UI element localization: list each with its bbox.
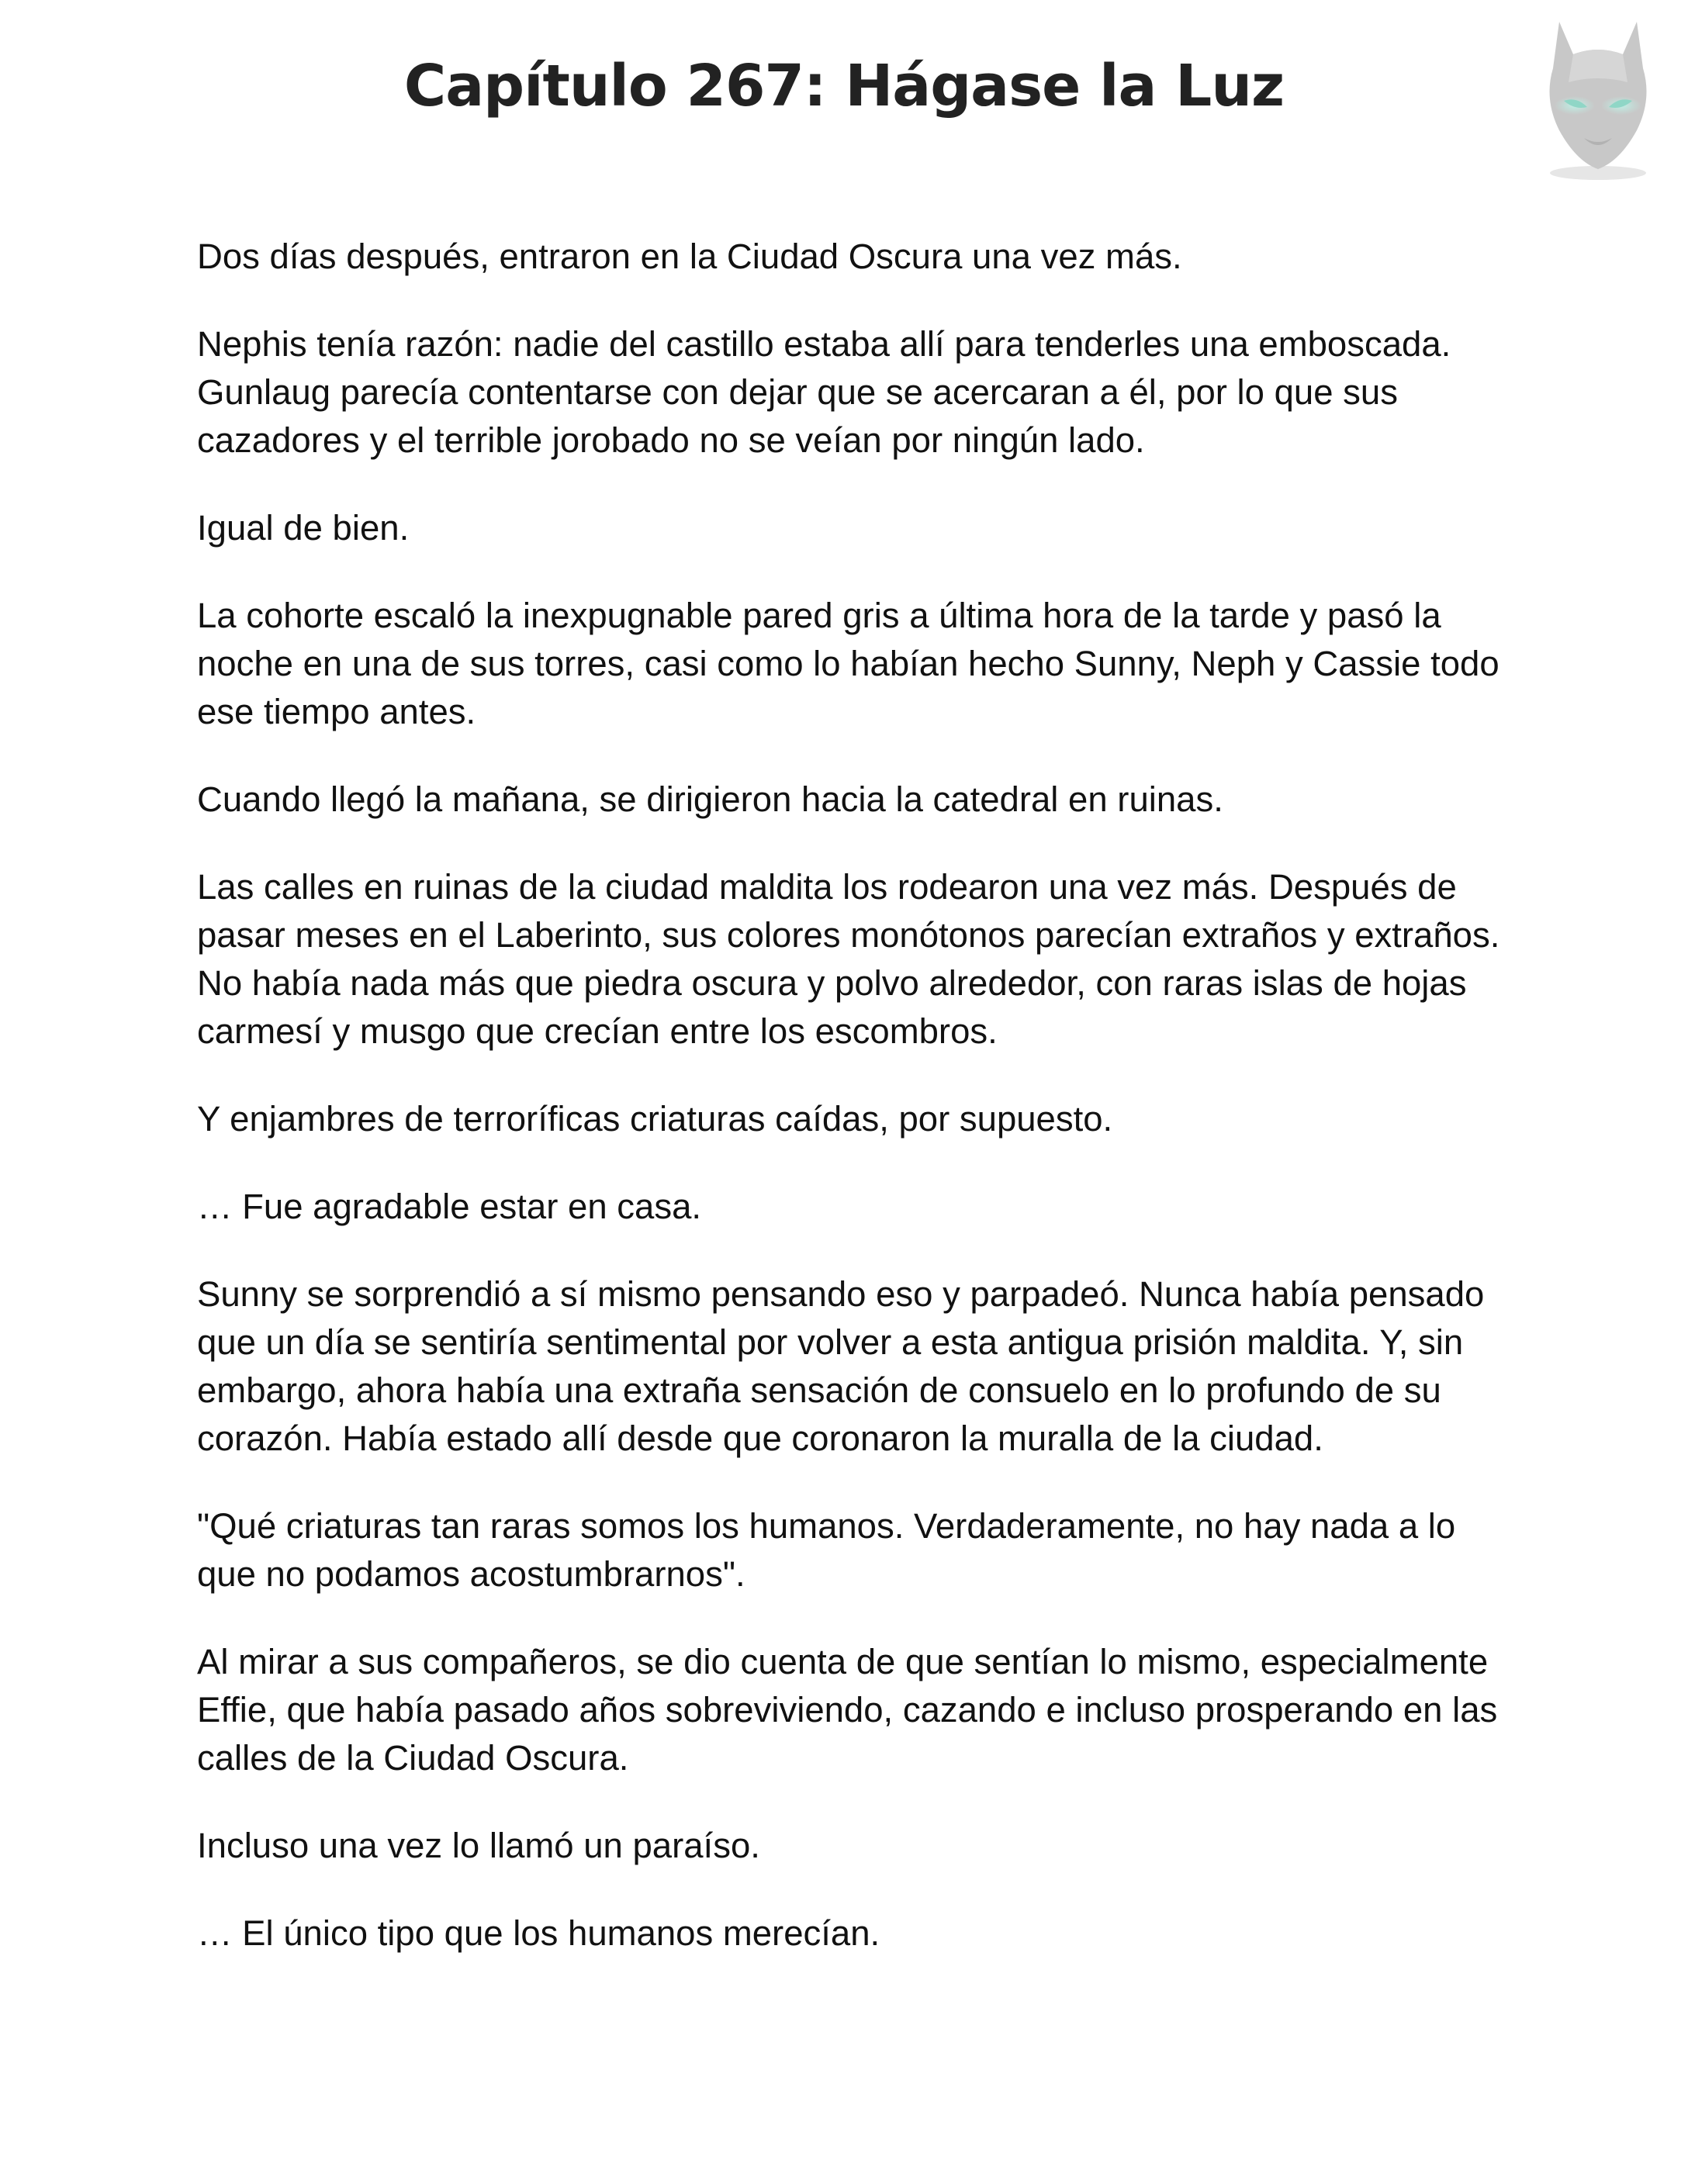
paragraph: Las calles en ruinas de la ciudad maldita los rodearon una vez más. Después de pasar meses en el Laberinto, sus colores monótonos parecían extraños y extraños. No había nada más que piedra oscura y polvo alrededor, con raras islas de hojas carmesí y musgo que crecían entre los escombros. (197, 867, 1500, 1051)
paragraph: La cohorte escaló la inexpugnable pared gris a última hora de la tarde y pasó la noche en una de sus torres, casi como lo habían hecho Sunny, Neph y Cassie todo ese tiempo antes. (197, 596, 1499, 731)
paragraph: Incluso una vez lo llamó un paraíso. (197, 1826, 760, 1865)
paragraph: "Qué criaturas tan raras somos los humanos. Verdaderamente, no hay nada a lo que no podamos acostumbrarnos". (197, 1506, 1456, 1594)
paragraph: Al mirar a sus compañeros, se dio cuenta de que sentían lo mismo, especialmente Effie, que había pasado años sobreviviendo, cazando e incluso prosperando en las calles de la Ciudad Oscura. (197, 1642, 1498, 1778)
paragraph: Nephis tenía razón: nadie del castillo estaba allí para tenderles una emboscada. Gunlaug parecía contentarse con dejar que se acercaran a él, por lo que sus cazadores y el terrible jorobado no se veían por ningún lado. (197, 324, 1451, 460)
document-body (197, 233, 1500, 1997)
paragraph: Igual de bien. (197, 508, 410, 548)
paragraph: Cuando llegó la mañana, se dirigieron hacia la catedral en ruinas. (197, 779, 1223, 819)
paragraph: Sunny se sorprendió a sí mismo pensando eso y parpadeó. Nunca había pensado que un día se sentiría sentimental por volver a esta antigua prisión maldita. Y, sin embargo, ahora había una extraña sensación de consuelo en lo profundo de su corazón. Había estado allí desde que coronaron la muralla de la ciudad. (197, 1274, 1485, 1458)
demon-mask-logo-icon (1528, 14, 1668, 188)
page-title: Capítulo 267: Hágase la Luz (403, 53, 1285, 119)
paragraph: … Fue agradable estar en casa. (197, 1187, 702, 1226)
paragraph: Y enjambres de terroríficas criaturas caídas, por supuesto. (197, 1099, 1113, 1139)
paragraph: Dos días después, entraron en la Ciudad Oscura una vez más. (197, 237, 1182, 276)
paragraph: … El único tipo que los humanos merecían. (197, 1913, 880, 1953)
